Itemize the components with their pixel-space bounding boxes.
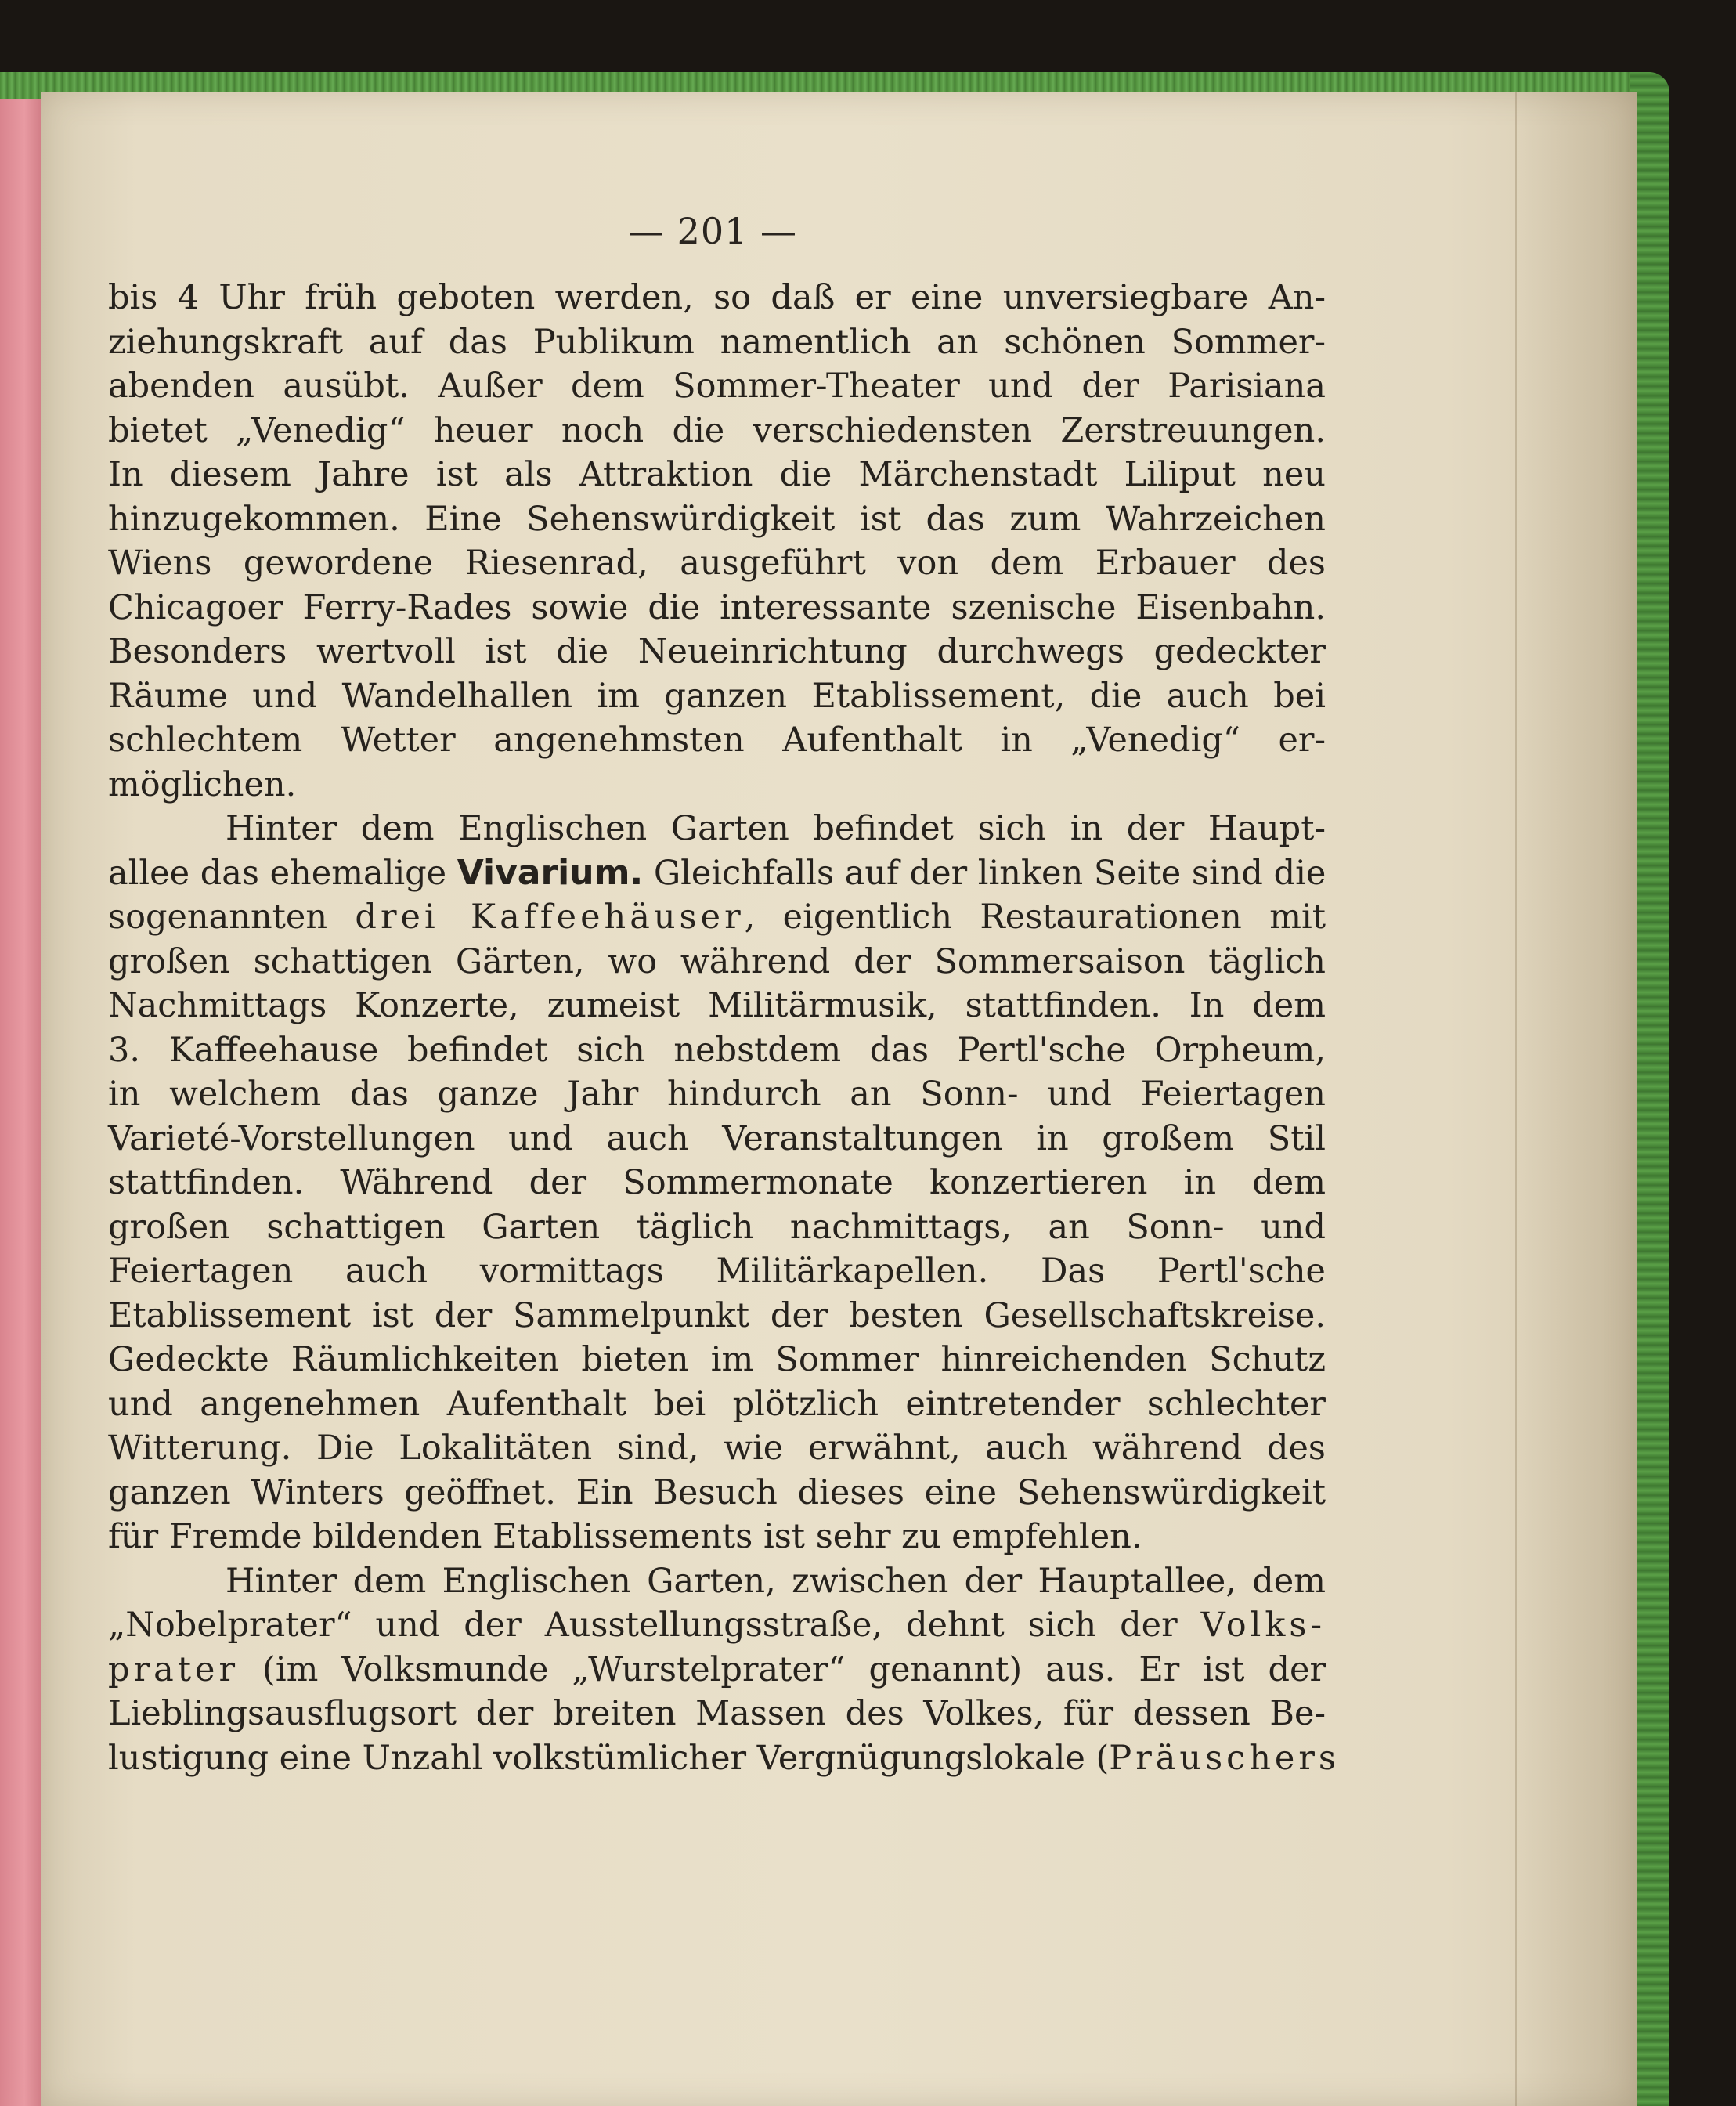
text-line: Etablissement ist der Sammelpunkt der besten Gesellschaftskreise. — [108, 1295, 1326, 1335]
text-line — [108, 1603, 1326, 1648]
text-run: (im Volksmunde „Wurstelprater“ genannt) aus. Er ist der — [239, 1649, 1326, 1689]
page-stack-edge — [1515, 92, 1637, 2106]
text-line: Hinter dem Englischen Garten, zwischen der Hauptallee, dem — [226, 1561, 1326, 1601]
paragraph-3 — [108, 1559, 1340, 1781]
text-line — [108, 1736, 1340, 1781]
text-run: , eigentlich Restaurationen mit — [744, 898, 1326, 937]
body-text — [108, 276, 1340, 1780]
text-line: Wiens gewordene Riesenrad, ausgeführt von dem Erbauer des — [108, 544, 1326, 583]
spaced-emphasis: prater — [108, 1649, 239, 1689]
text-line: stattfinden. Während der Sommermonate konzertieren in dem — [108, 1163, 1326, 1202]
text-line: möglichen. — [108, 764, 297, 804]
emphasized-word: Vivarium. — [457, 852, 644, 893]
page-stack-line — [1515, 92, 1517, 2106]
text-line: Lieblingsausflugsort der breiten Massen des Volkes, für dessen Be- — [108, 1694, 1326, 1733]
paragraph-2 — [108, 807, 1326, 1559]
text-line — [108, 851, 1326, 896]
text-run: sogenannten — [108, 898, 356, 937]
text-line: ganzen Winters geöffnet. Ein Besuch dieses eine Sehenswürdigkeit — [108, 1472, 1326, 1512]
text-line: bietet „Venedig“ heuer noch die verschiedensten Zerstreuungen. — [108, 410, 1326, 450]
text-line: Witterung. Die Lokalitäten sind, wie erwähnt, auch während des — [108, 1429, 1326, 1468]
text-line: in welchem das ganze Jahr hindurch an Sonn- und Feiertagen — [108, 1075, 1326, 1114]
text-line: Besonders wertvoll ist die Neueinrichtung durchwegs gedeckter — [108, 632, 1326, 671]
text-run: „Nobelprater“ und der Ausstellungsstraße, dehnt sich der — [108, 1606, 1201, 1645]
spaced-emphasis: drei Kaffeehäuser — [355, 898, 745, 937]
text-line: Chicagoer Ferry-Rades sowie die interessante szenische Eisenbahn. — [108, 587, 1326, 627]
text-line: für Fremde bildenden Etablissements ist sehr zu empfehlen. — [108, 1517, 1142, 1556]
text-line: 3. Kaffeehause befindet sich nebstdem das Pertl'sche Orpheum, — [108, 1030, 1326, 1070]
text-run: allee das ehemalige — [108, 853, 457, 893]
page-number: — 201 — — [627, 210, 798, 252]
text-line: schlechtem Wetter angenehmsten Aufenthalt in „Venedig“ er- — [108, 721, 1326, 760]
text-line: Nachmittags Konzerte, zumeist Militärmusik, stattfinden. In dem — [108, 986, 1326, 1025]
text-line: abenden ausübt. Außer dem Sommer-Theater und der Parisiana — [108, 367, 1326, 406]
text-run: lustigung eine Unzahl volkstümlicher Vergnügungslokale ( — [108, 1738, 1110, 1778]
text-line: In diesem Jahre ist als Attraktion die Märchenstadt Liliput neu — [108, 455, 1326, 494]
text-line: Räume und Wandelhallen im ganzen Etablissement, die auch bei — [108, 676, 1326, 716]
text-line: hinzugekommen. Eine Sehenswürdigkeit ist das zum Wahrzeichen — [108, 499, 1326, 539]
text-line: Feiertagen auch vormittags Militärkapellen. Das Pertl'sche — [108, 1252, 1326, 1291]
text-line: Hinter dem Englischen Garten befindet sich in der Haupt- — [226, 809, 1326, 848]
text-line: großen schattigen Gärten, wo während der Sommersaison täglich — [108, 941, 1326, 981]
spaced-emphasis: Präuschers — [1109, 1738, 1340, 1778]
text-line — [108, 1648, 1326, 1692]
spaced-emphasis: Volks- — [1200, 1606, 1326, 1645]
text-line: ziehungskraft auf das Publikum namentlich an schönen Sommer- — [108, 322, 1326, 362]
text-line — [108, 895, 1326, 940]
text-line: Varieté-Vorstellungen und auch Veranstaltungen in großem Stil — [108, 1118, 1326, 1158]
pink-endpaper — [0, 99, 41, 2106]
text-line: Gedeckte Räumlichkeiten bieten im Sommer hinreichenden Schutz — [108, 1340, 1326, 1379]
text-run: Gleichfalls auf der linken Seite sind die — [643, 853, 1326, 893]
text-line: großen schattigen Garten täglich nachmittags, an Sonn- und — [108, 1207, 1326, 1247]
paragraph-1 — [108, 276, 1326, 807]
text-line: und angenehmen Aufenthalt bei plötzlich eintretender schlechter — [108, 1384, 1326, 1424]
text-line: bis 4 Uhr früh geboten werden, so daß er eine unversiegbare An- — [108, 278, 1326, 317]
